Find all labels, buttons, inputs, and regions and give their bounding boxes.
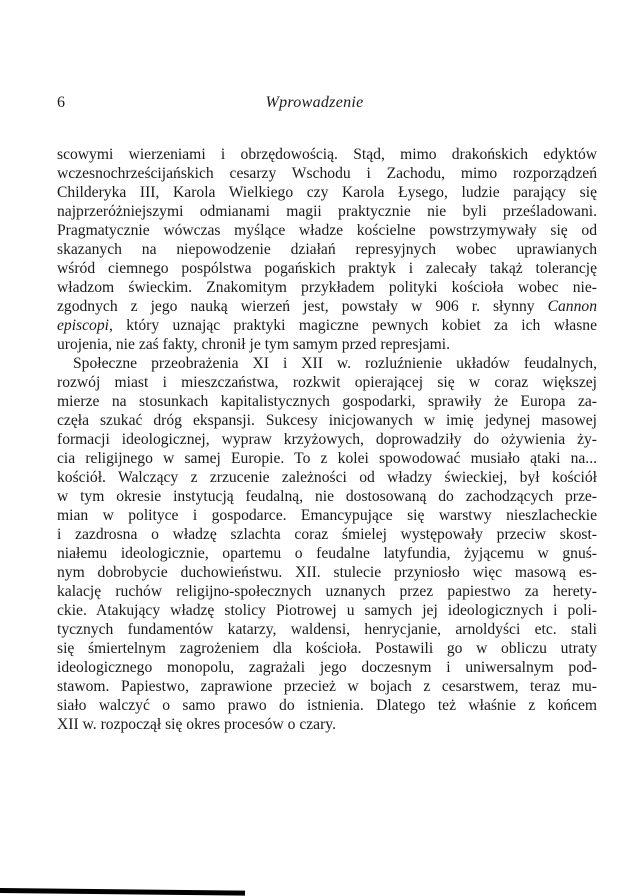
- text-line: wśród ciemnego pospólstwa pogańskich praktyk i zalecały takąż tolerancję: [57, 260, 597, 277]
- text-line: episcopi, który uznając praktyki magiczne pewnych kobiet za ich własne: [57, 317, 597, 334]
- text-line: w tym okresie instytucją feudalną, nie dostosowaną do zachodzących prze-: [57, 488, 597, 505]
- text-line: tycznych fundamentów katarzy, waldensi, henrycjanie, arnoldyści etc. stali: [57, 621, 597, 638]
- text-line: cia religijnego w samej Europie. To z kolei spowodować musiało ątaki na...: [57, 450, 597, 467]
- text-line: urojenia, nie zaś fakty, chronił je tym samym przed represjami.: [57, 336, 451, 353]
- text-line: kalację ruchów religijno-społecznych uznanych przez papiestwo za herety-: [57, 583, 597, 600]
- text-line: stawom. Papiestwo, zaprawione przecież w bojach z cesarstwem, teraz mu-: [57, 678, 597, 695]
- text-line: się śmiertelnym zagrożeniem dla kościoła. Postawili go w obliczu utraty: [57, 640, 597, 657]
- running-title: Wprowadzenie: [265, 94, 364, 111]
- text-line: władzom świeckim. Znakomitym przykładem polityki kościoła wobec nie-: [57, 279, 597, 296]
- text-line: i zazdrosna o władzę szlachta coraz śmielej występowały przeciw skost-: [57, 526, 597, 543]
- text-line: scowymi wierzeniami i obrzędowością. Stąd, mimo drakońskich edyktów: [57, 146, 597, 163]
- text-line: wczesnochrześcijańskich cesarzy Wschodu i Zachodu, mimo rozporządzeń: [57, 165, 597, 182]
- text-line: mian w polityce i gospodarce. Emancypujące się warstwy nieszlacheckie: [57, 507, 597, 524]
- text-line: XII w. rozpoczął się okres procesów o czary.: [57, 716, 336, 733]
- text-line: formacji ideologicznej, wypraw krzyżowych, doprowadziły do ożywienia ży-: [57, 431, 597, 448]
- text-line: kościół. Walczący z zrzucenie zależności od władzy świeckiej, był kościół: [57, 469, 597, 486]
- text-line: rozwój miast i mieszczaństwa, rozkwit opierającej się w coraz większej: [57, 374, 597, 391]
- text-line: zgodnych z jego nauką wierzeń jest, powstały w 906 r. słynny Cannon: [57, 298, 597, 315]
- text-line: niałemu ideologicznie, opartemu o feudalne latyfundia, żyjącemu w gnuś-: [57, 545, 597, 562]
- body-text: [57, 145, 597, 734]
- text-line: Społeczne przeobrażenia XI i XII w. rozluźnienie układów feudalnych,: [73, 355, 597, 372]
- text-line: częła szukać dróg ekspansji. Sukcesy inicjowanych w imię jedynej masowej: [57, 412, 597, 429]
- text-line: ckie. Atakujący władzę stolicy Piotrowej u samych jej ideologicznych i poli-: [57, 602, 597, 619]
- text-line: skazanych na niepowodzenie działań represyjnych wobec uprawianych: [57, 241, 597, 258]
- text-line: ideologicznego monopolu, zagrażali jego doczesnym i uniwersalnym pod-: [57, 659, 597, 676]
- text-line: siało walczyć o samo prawo do istnienia. Dlatego też właśnie z końcem: [57, 697, 597, 714]
- text-line: Childeryka III, Karola Wielkiego czy Karola Łysego, ludzie parający się: [57, 184, 597, 201]
- text-line: najprzeróżniejszymi odmianami magii praktycznie nie byli prześladowani.: [57, 203, 597, 220]
- text-line: Pragmatycznie wówczas myślące władze kościelne powstrzymywały się od: [57, 222, 597, 239]
- page-number: 6: [57, 94, 65, 111]
- text-line: nym dobrobycie duchowieństwu. XII. stulecie przyniosło więc masową es-: [57, 564, 597, 581]
- scan-edge: [0, 888, 245, 896]
- text-line: mierze na stosunkach kapitalistycznych gospodarki, sprawiły że Europa za-: [57, 393, 597, 410]
